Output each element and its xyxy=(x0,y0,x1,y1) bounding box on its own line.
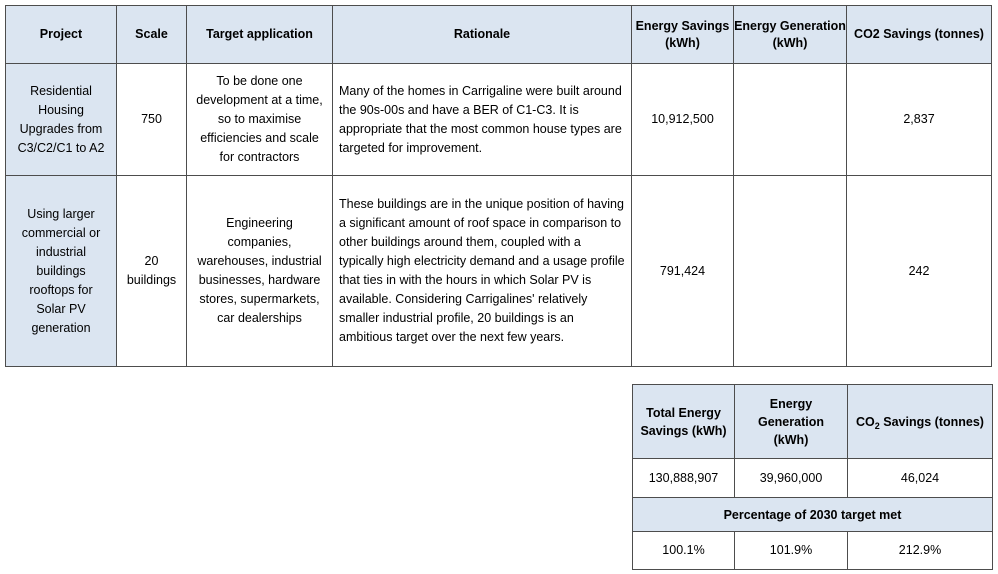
percentage-row xyxy=(633,532,993,570)
header-scale: Scale xyxy=(117,6,187,64)
percentage-energy-savings: 100.1% xyxy=(633,532,735,570)
row-project: Using larger commercial or industrial buildings rooftops for Solar PV generation xyxy=(6,176,117,367)
percentage-label-row xyxy=(633,498,993,532)
percentage-co2-savings: 212.9% xyxy=(848,532,993,570)
row-scale: 750 xyxy=(117,64,187,176)
row-scale: 20 buildings xyxy=(117,176,187,367)
total-co2-savings: 46,024 xyxy=(848,459,993,498)
table-row xyxy=(6,176,992,367)
header-co2-savings: CO2 Savings (tonnes) xyxy=(847,6,992,64)
row-co2-savings: 2,837 xyxy=(847,64,992,176)
row-energy-generation xyxy=(734,176,847,367)
summary-totals-row xyxy=(633,459,993,498)
row-energy-savings: 10,912,500 xyxy=(632,64,734,176)
row-co2-savings: 242 xyxy=(847,176,992,367)
row-energy-savings: 791,424 xyxy=(632,176,734,367)
row-energy-generation xyxy=(734,64,847,176)
row-target-application: To be done one development at a time, so to maximise efficiencies and scale for contractors xyxy=(187,64,333,176)
percentage-label: Percentage of 2030 target met xyxy=(633,498,993,532)
summary-table xyxy=(632,384,993,570)
header-target-application: Target application xyxy=(187,6,333,64)
projects-table xyxy=(5,5,992,367)
header-total-energy-savings: Total Energy Savings (kWh) xyxy=(633,385,735,459)
row-rationale: Many of the homes in Carrigaline were built around the 90s-00s and have a BER of C1-C3. It is appropriate that the most common house types are targeted for improvement. xyxy=(333,64,632,176)
header-energy-generation: Energy Generation (kWh) xyxy=(734,6,847,64)
table-header-row xyxy=(6,6,992,64)
header-project: Project xyxy=(6,6,117,64)
table-row xyxy=(6,64,992,176)
percentage-energy-generation: 101.9% xyxy=(735,532,848,570)
row-project: Residential Housing Upgrades from C3/C2/C1 to A2 xyxy=(6,64,117,176)
total-energy-savings: 130,888,907 xyxy=(633,459,735,498)
header-energy-savings: Energy Savings (kWh) xyxy=(632,6,734,64)
header-rationale: Rationale xyxy=(333,6,632,64)
row-rationale: These buildings are in the unique position of having a significant amount of roof space in comparison to other buildings around them, coupled with a typically high electricity demand and a usage profile that ties in with the hours in which Solar PV is available. Considering Carrigalines' relatively smaller industrial profile, 20 buildings is an ambitious target over the next few years. xyxy=(333,176,632,367)
header-energy-generation: Energy Generation (kWh) xyxy=(735,385,848,459)
row-target-application: Engineering companies, warehouses, industrial businesses, hardware stores, supermarkets, car dealerships xyxy=(187,176,333,367)
total-energy-generation: 39,960,000 xyxy=(735,459,848,498)
header-co2-savings: $CO_2$ Savings (tonnes) xyxy=(848,385,993,459)
summary-header-row xyxy=(633,385,993,459)
